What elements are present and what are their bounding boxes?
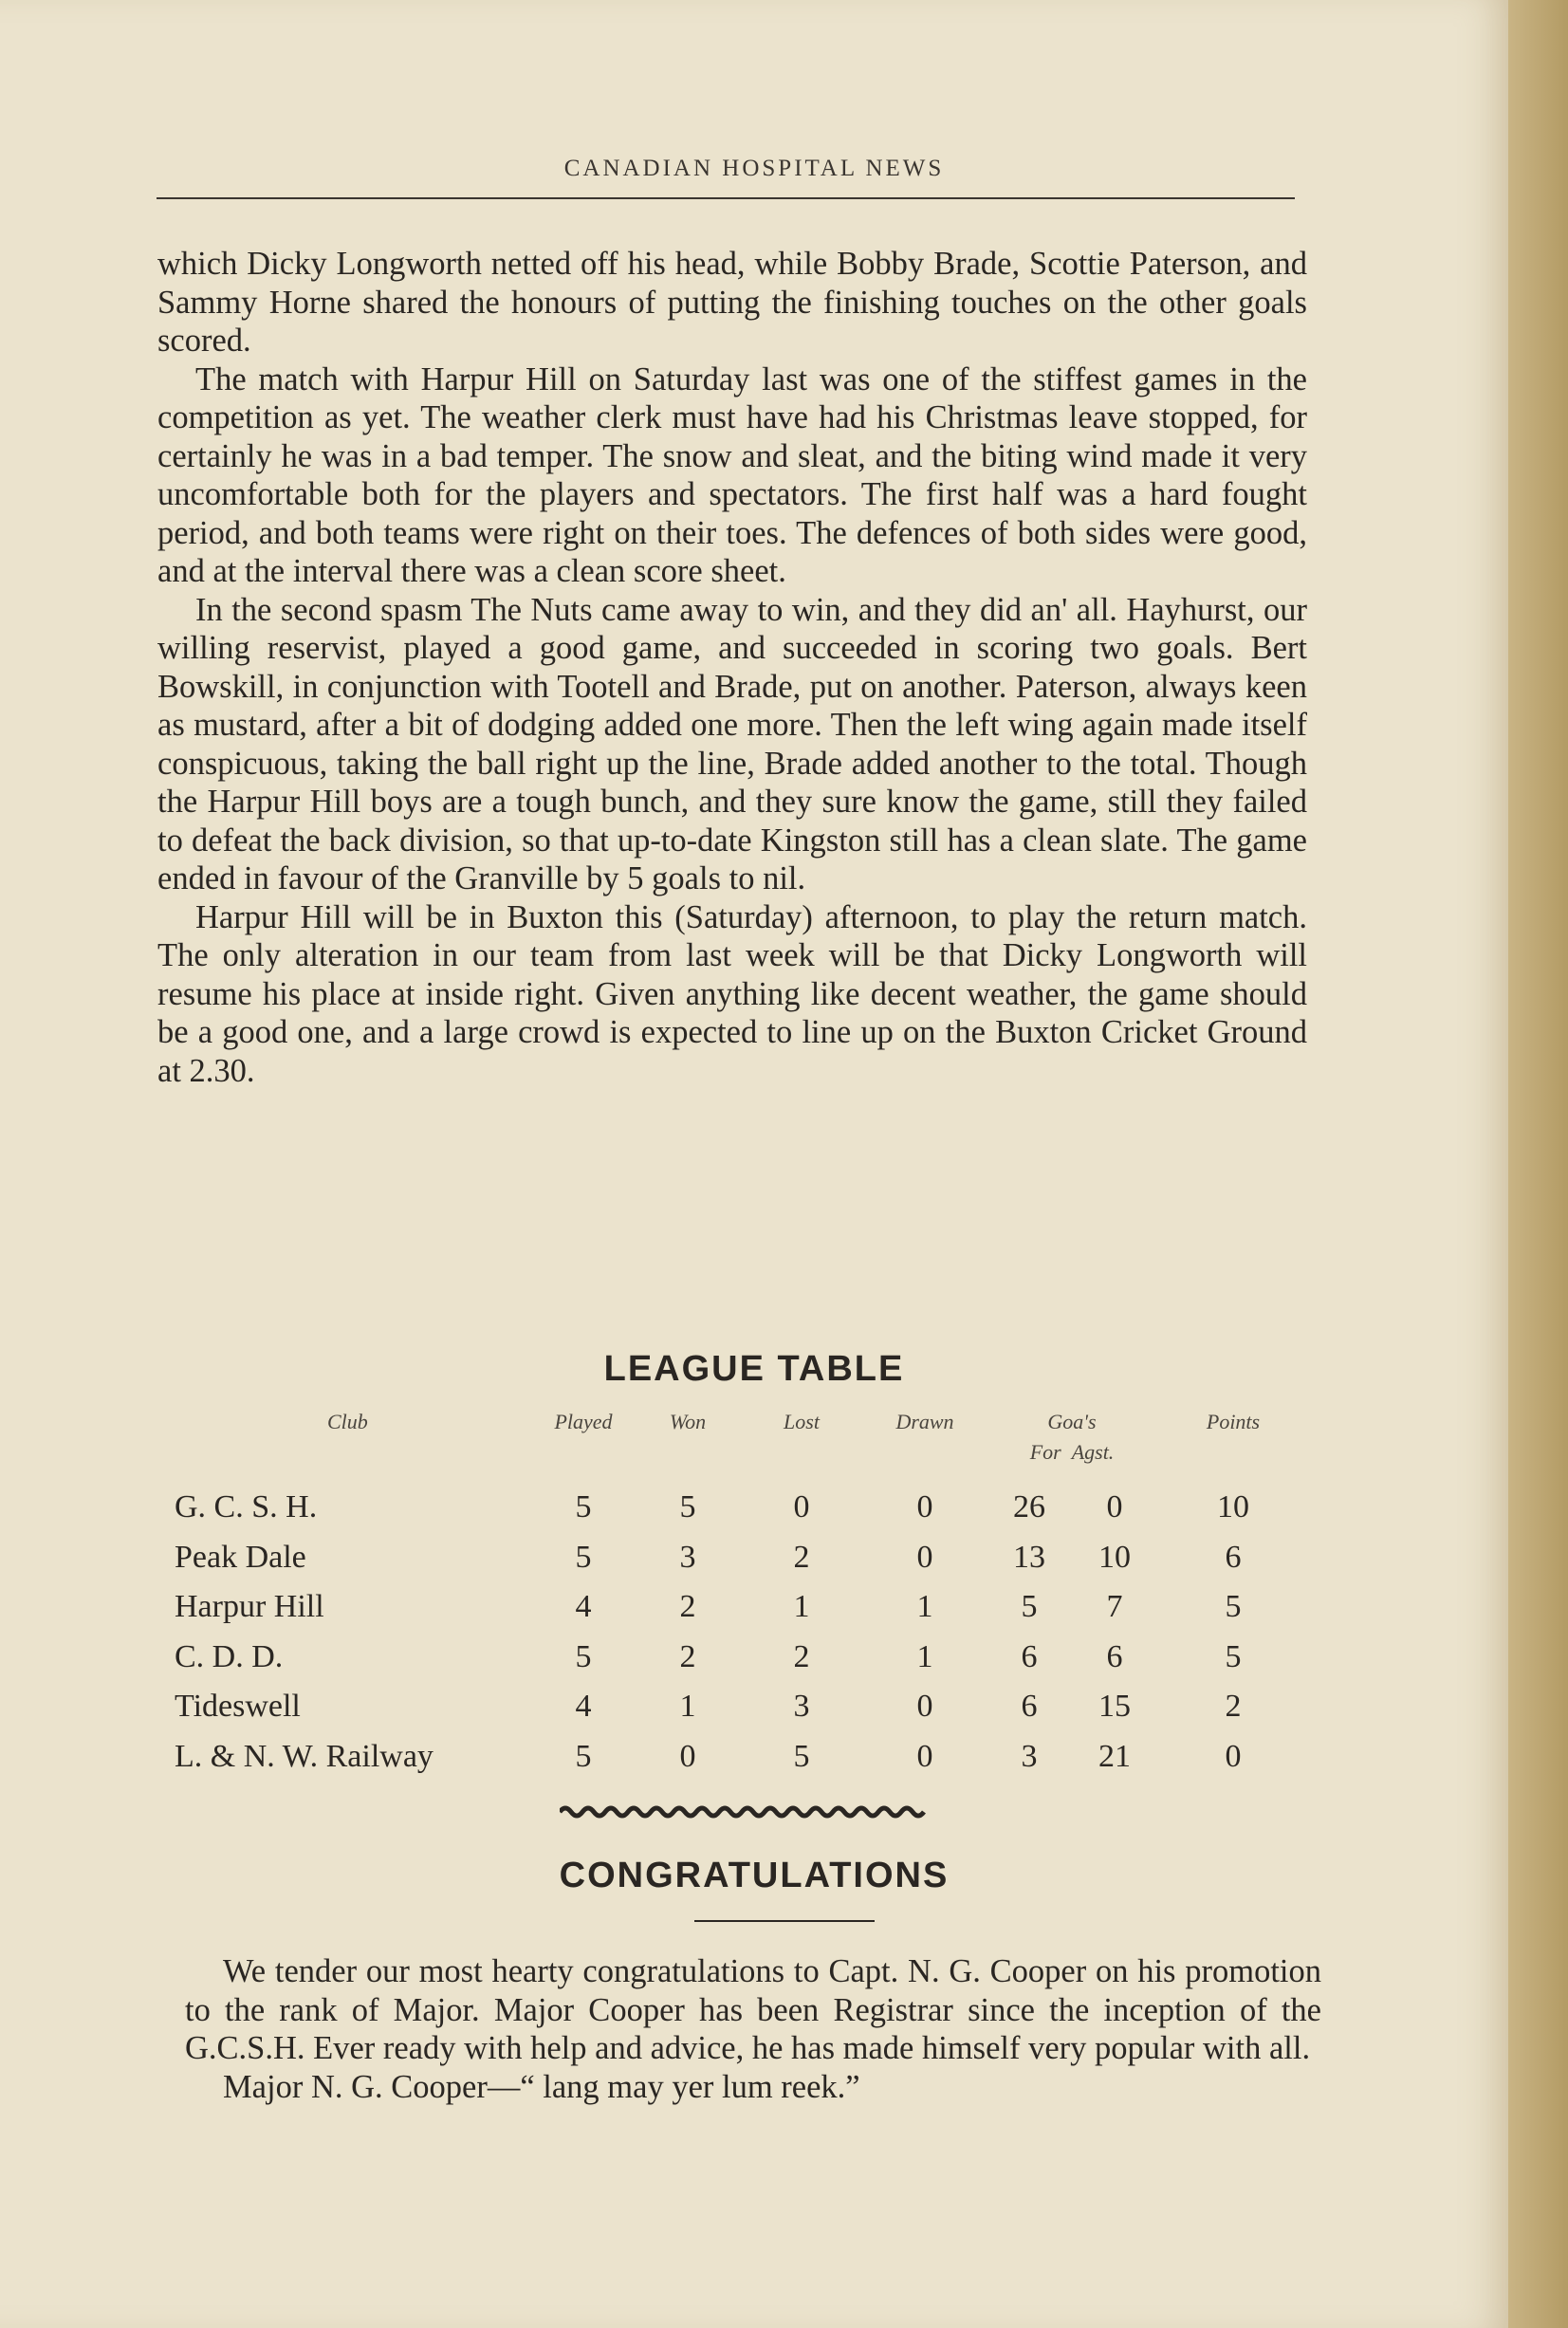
league-table — [161, 1406, 1309, 1782]
cell-goals-for: 6 — [1021, 1638, 1038, 1674]
table-row — [161, 1732, 1309, 1783]
table-row — [161, 1533, 1309, 1583]
cell-goals-against: 6 — [1106, 1638, 1123, 1674]
table-row — [161, 1582, 1309, 1633]
col-header-goals — [987, 1406, 1157, 1483]
cell-won: 5 — [679, 1489, 696, 1525]
congratulations-body — [185, 1952, 1321, 2106]
league-table-title: LEAGUE TABLE — [603, 1349, 905, 1389]
cell-goals-for: 6 — [1021, 1689, 1038, 1725]
table-row — [161, 1483, 1309, 1533]
cell-lost: 5 — [793, 1738, 810, 1774]
cell-goals-for: 26 — [1013, 1489, 1045, 1525]
col-header-lost: Lost — [784, 1410, 820, 1433]
page-edge — [1508, 0, 1568, 2328]
cell-club: Harpur Hill — [175, 1589, 324, 1625]
cell-goals-for: 3 — [1021, 1738, 1038, 1774]
congratulations-paragraph: Major N. G. Cooper—“ lang may yer lum reek.” — [223, 2068, 860, 2105]
cell-points: 5 — [1225, 1638, 1242, 1674]
cell-goals-against: 7 — [1106, 1589, 1123, 1625]
wavy-divider — [560, 1802, 930, 1821]
cell-club: Tideswell — [175, 1689, 301, 1725]
article-paragraph: In the second spasm The Nuts came away to win, and they did an' all. Hayhurst, our willing reservist, played a good game, and succeeded in scoring two goals. Bert Bowskill, in conjunction with Tootell and Brade, put on another. Paterson, always keen as mustard, after a bit of dodging added one more. Then the left wing again made itself conspicuous, taking the ball right up the line, Brade added another to the total. Though the Harpur Hill boys are a tough bunch, and they sure know the game, still they failed to defeat the back division, so that up-to-date Kingston still has a clean slate. The game ended in favour of the Granville by 5 goals to nil. — [157, 591, 1307, 896]
article-paragraph: The match with Harpur Hill on Saturday last was one of the stiffest games in the competition as yet. The weather clerk must have had his Christmas leave stopped, for certainly he was in a bad temper. The snow and sleat, and the biting wind made it very uncomfortable both for the players and spectators. The first half was a hard fought period, and both teams were right on their toes. The defences of both sides were good, and at the interval there was a clean score sheet. — [157, 360, 1307, 589]
cell-won: 2 — [679, 1589, 696, 1625]
col-header-goals-against: Agst. — [1071, 1440, 1115, 1464]
cell-goals-for: 13 — [1013, 1539, 1045, 1575]
cell-goals-against: 10 — [1098, 1539, 1131, 1575]
cell-points: 5 — [1225, 1589, 1242, 1625]
cell-won: 3 — [679, 1539, 696, 1575]
col-header-club: Club — [327, 1410, 368, 1433]
header-rule — [157, 197, 1295, 199]
col-header-drawn: Drawn — [895, 1410, 954, 1433]
cell-points: 2 — [1225, 1689, 1242, 1725]
table-row — [161, 1633, 1309, 1683]
page-header: CANADIAN HOSPITAL NEWS — [563, 156, 945, 181]
article-paragraph: which Dicky Longworth netted off his head, while Bobby Brade, Scottie Paterson, and Sammy Horne shared the honours of putting the finishing touches on the other goals scored. — [157, 246, 1307, 359]
cell-goals-against: 0 — [1106, 1489, 1123, 1525]
congratulations-rule — [694, 1920, 875, 1922]
cell-points: 0 — [1225, 1738, 1242, 1774]
cell-lost: 2 — [793, 1638, 810, 1674]
congratulations-title: CONGRATULATIONS — [559, 1856, 950, 1895]
article-paragraph: Harpur Hill will be in Buxton this (Saturday) afternoon, to play the return match. The only alteration in our team from last week will be that Dicky Longworth will resume his place at inside right. Given anything like decent weather, the game should be a good one, and a large crowd is expected to line up on the Buxton Cricket Ground at 2.30. — [157, 898, 1307, 1089]
cell-played: 4 — [575, 1689, 592, 1725]
cell-won: 1 — [679, 1689, 696, 1725]
cell-played: 5 — [575, 1489, 592, 1525]
cell-drawn: 0 — [916, 1738, 933, 1774]
cell-club: L. & N. W. Railway — [175, 1738, 434, 1774]
league-table-header-row — [161, 1406, 1309, 1483]
cell-drawn: 1 — [916, 1589, 933, 1625]
col-header-points: Points — [1206, 1410, 1261, 1433]
goals-label: Goa's — [1047, 1410, 1097, 1433]
col-header-goals-for: For — [1029, 1440, 1061, 1464]
cell-club: C. D. D. — [175, 1638, 284, 1674]
cell-drawn: 1 — [916, 1638, 933, 1674]
cell-lost: 3 — [793, 1689, 810, 1725]
cell-played: 4 — [575, 1589, 592, 1625]
cell-drawn: 0 — [916, 1689, 933, 1725]
cell-goals-for: 5 — [1021, 1589, 1038, 1625]
goals-subheaders — [987, 1440, 1156, 1465]
cell-lost: 1 — [793, 1589, 810, 1625]
cell-drawn: 0 — [916, 1539, 933, 1575]
article-body — [157, 245, 1307, 1090]
col-header-played: Played — [554, 1410, 613, 1433]
col-header-won: Won — [669, 1410, 707, 1433]
cell-lost: 2 — [793, 1539, 810, 1575]
cell-goals-against: 21 — [1098, 1738, 1131, 1774]
table-row — [161, 1682, 1309, 1732]
cell-played: 5 — [575, 1539, 592, 1575]
cell-points: 10 — [1217, 1489, 1249, 1525]
cell-played: 5 — [575, 1638, 592, 1674]
cell-club: Peak Dale — [175, 1539, 306, 1575]
cell-club: G. C. S. H. — [175, 1489, 318, 1525]
cell-points: 6 — [1225, 1539, 1242, 1575]
cell-goals-against: 15 — [1098, 1689, 1131, 1725]
congratulations-paragraph: We tender our most hearty congratulations to Capt. N. G. Cooper on his promotion to the rank of Major. Major Cooper has been Registrar since the inception of the G.C.S.H. Ever ready with help and advice, he has made himself very popular with all. — [185, 1953, 1321, 2066]
cell-lost: 0 — [793, 1489, 810, 1525]
cell-won: 0 — [679, 1738, 696, 1774]
cell-won: 2 — [679, 1638, 696, 1674]
cell-drawn: 0 — [916, 1489, 933, 1525]
cell-played: 5 — [575, 1738, 592, 1774]
